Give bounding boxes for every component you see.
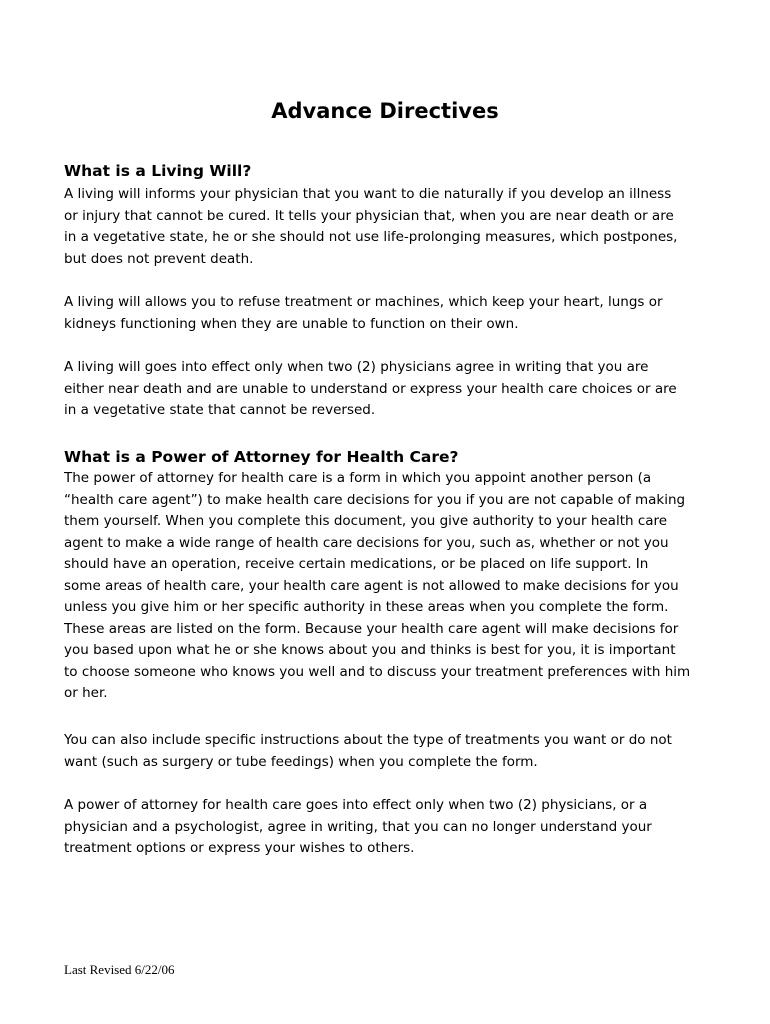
- paragraph-line: you based upon what he or she knows about you and thinks is best for you, it is important: [64, 642, 676, 658]
- paragraph-line: agent to make a wide range of health care decisions for you, such as, whether or not you: [64, 534, 669, 551]
- section-heading-power-of-attorney: What is a Power of Attorney for Health Care?: [64, 448, 459, 466]
- paragraph-line: want (such as surgery or tube feedings) when you complete the form.: [64, 753, 538, 770]
- paragraph-line: should have an operation, receive certain medications, or be placed on life support. In: [64, 556, 649, 572]
- paragraph-line: but does not prevent death.: [64, 250, 254, 267]
- paragraph-line: These areas are listed on the form. Because your health care agent will make decisions for: [64, 620, 679, 637]
- paragraph-line: A living will allows you to refuse treatment or machines, which keep your heart, lungs or: [64, 294, 663, 310]
- paragraph-line: in a vegetative state that cannot be reversed.: [64, 402, 376, 418]
- section-heading-living-will: What is a Living Will?: [64, 162, 252, 180]
- paragraph-line: physician and a psychologist, agree in writing, that you can no longer understand your: [64, 818, 652, 835]
- paragraph-line: unless you give him or her specific authority in these areas when you complete the form.: [64, 599, 669, 615]
- paragraph-line: “health care agent”) to make health care decisions for you if you are not capable of making: [64, 491, 686, 508]
- paragraph-line: The power of attorney for health care is a form in which you appoint another person (a: [64, 470, 652, 486]
- paragraph-line: A living will informs your physician that you want to die naturally if you develop an illness: [64, 186, 672, 202]
- paragraph-line: kidneys functioning when they are unable to function on their own.: [64, 315, 519, 332]
- footer-revision-date: Last Revised 6/22/06: [64, 962, 175, 977]
- power-of-attorney-paragraph-3: [64, 795, 652, 860]
- living-will-paragraph-1: [64, 184, 677, 270]
- power-of-attorney-paragraph-1: [64, 468, 690, 705]
- paragraph-line: You can also include specific instructions about the type of treatments you want or do not: [64, 732, 672, 748]
- paragraph-line: A living will goes into effect only when two (2) physicians agree in writing that you are: [64, 359, 649, 375]
- paragraph-line: in a vegetative state, he or she should not use life-prolonging measures, which postpones,: [64, 229, 678, 245]
- paragraph-line: some areas of health care, your health care agent is not allowed to make decisions for you: [64, 577, 679, 594]
- power-of-attorney-paragraph-2: [64, 730, 672, 773]
- page-title: Advance Directives: [271, 99, 499, 123]
- paragraph-line: or injury that cannot be cured. It tells your physician that, when you are near death or are: [64, 207, 674, 224]
- living-will-paragraph-3: [64, 357, 677, 422]
- paragraph-line: A power of attorney for health care goes into effect only when two (2) physicians, or a: [64, 797, 648, 813]
- paragraph-line: to choose someone who knows you well and to discuss your treatment preferences with him: [64, 663, 691, 680]
- paragraph-line: treatment options or express your wishes to others.: [64, 840, 415, 856]
- paragraph-line: or her.: [64, 685, 108, 701]
- living-will-paragraph-2: [64, 292, 663, 335]
- paragraph-line: them yourself. When you complete this document, you give authority to your health care: [64, 513, 668, 529]
- paragraph-line: either near death and are unable to understand or express your health care choices or are: [64, 380, 677, 397]
